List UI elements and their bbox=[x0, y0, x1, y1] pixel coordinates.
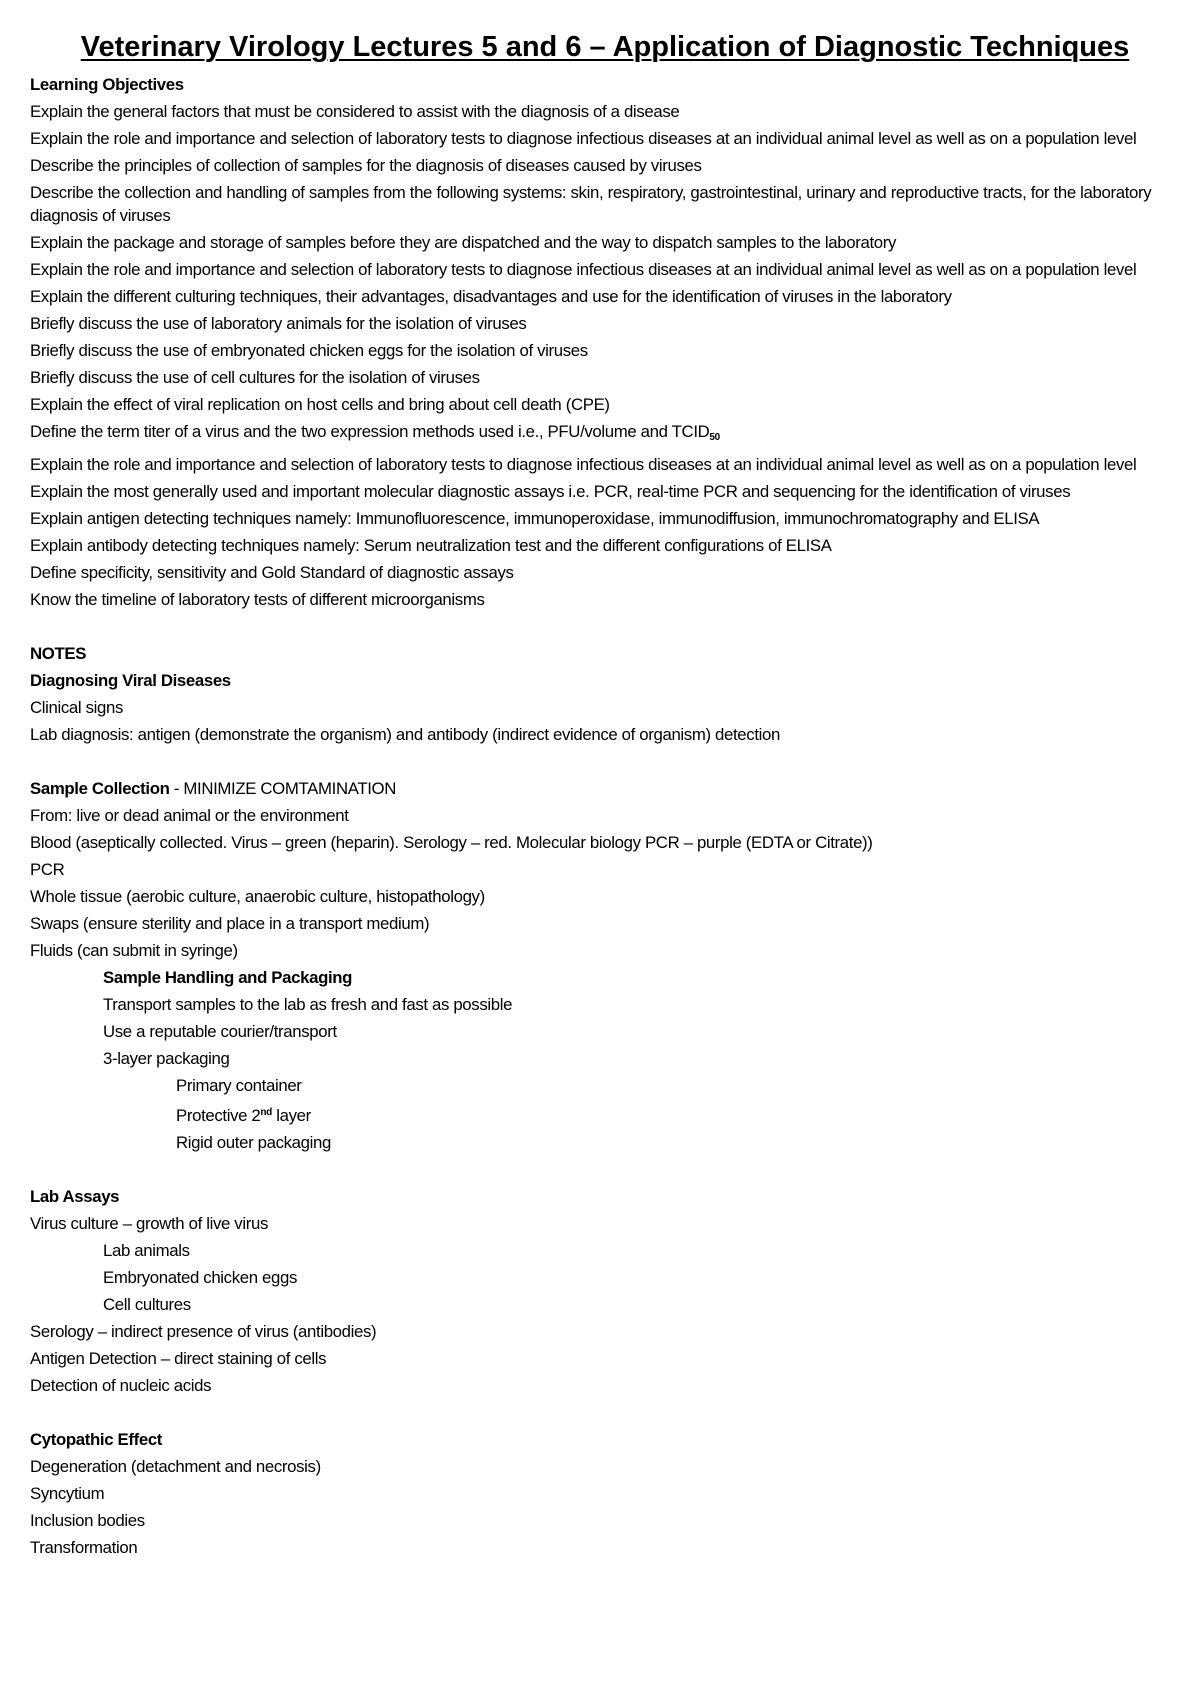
section-spacer bbox=[30, 1399, 1180, 1426]
section-spacer bbox=[30, 1156, 1180, 1183]
objective-item: Explain the effect of viral replication on host cells and bring about cell death (CPE) bbox=[30, 395, 610, 414]
sample-collection-heading: Sample Collection bbox=[30, 779, 170, 798]
sample-collection-item: Fluids (can submit in syringe) bbox=[30, 941, 238, 960]
objective-item: Explain antibody detecting techniques namely: Serum neutralization test and the different configurations of ELISA bbox=[30, 536, 832, 555]
sample-handling-item: 3-layer packaging bbox=[103, 1049, 230, 1068]
cytopathic-effect-item: Inclusion bodies bbox=[30, 1511, 145, 1530]
objective-item: Describe the collection and handling of samples from the following systems: skin, respiratory, gastrointestinal, urinary and reproductive tracts, for the laboratory diagnosis of viruses bbox=[30, 183, 1152, 225]
objective-item-titer-text: Define the term titer of a virus and the two expression methods used i.e., PFU/volume and TCID bbox=[30, 422, 710, 441]
culture-method-item: Lab animals bbox=[103, 1241, 190, 1260]
sample-collection-item: PCR bbox=[30, 860, 65, 879]
ordinal-superscript: nd bbox=[260, 1107, 272, 1118]
objective-item: Explain the role and importance and selection of laboratory tests to diagnose infectious diseases at an individual animal level as well as on a population level bbox=[30, 455, 1137, 474]
objective-item: Describe the principles of collection of samples for the diagnosis of diseases caused by viruses bbox=[30, 156, 702, 175]
sample-collection-title-line bbox=[30, 775, 1180, 802]
learning-objectives-heading: Learning Objectives bbox=[30, 75, 184, 94]
sample-handling-heading: Sample Handling and Packaging bbox=[103, 968, 353, 987]
diagnosing-heading: Diagnosing Viral Diseases bbox=[30, 671, 231, 690]
cytopathic-effect-item: Degeneration (detachment and necrosis) bbox=[30, 1457, 321, 1476]
culture-method-item: Embryonated chicken eggs bbox=[103, 1268, 298, 1287]
sample-collection-item: From: live or dead animal or the environment bbox=[30, 806, 349, 825]
lab-assays-heading: Lab Assays bbox=[30, 1187, 120, 1206]
sample-handling-item: Transport samples to the lab as fresh and fast as possible bbox=[103, 995, 513, 1014]
sample-collection-item: Whole tissue (aerobic culture, anaerobic culture, histopathology) bbox=[30, 887, 485, 906]
objective-item: Explain antigen detecting techniques namely: Immunofluorescence, immunoperoxidase, immunodiffusion, immunochromatography and ELISA bbox=[30, 509, 1040, 528]
cytopathic-effect-heading: Cytopathic Effect bbox=[30, 1430, 163, 1449]
objective-item: Briefly discuss the use of cell cultures for the isolation of viruses bbox=[30, 368, 480, 387]
objective-item-titer bbox=[30, 418, 1180, 451]
protective-layer-prefix: Protective 2 bbox=[176, 1106, 261, 1125]
notes-heading: NOTES bbox=[30, 644, 87, 663]
objective-item: Explain the general factors that must be considered to assist with the diagnosis of a disease bbox=[30, 102, 680, 121]
cytopathic-effect-item: Transformation bbox=[30, 1538, 138, 1557]
lab-assay-item: Serology – indirect presence of virus (antibodies) bbox=[30, 1322, 377, 1341]
protective-layer-suffix: layer bbox=[271, 1106, 311, 1125]
sample-collection-item: Blood (aseptically collected. Virus – green (heparin). Serology – red. Molecular biology PCR – purple (EDTA or Citrate)) bbox=[30, 833, 873, 852]
document-title: Veterinary Virology Lectures 5 and 6 – Application of Diagnostic Techniques bbox=[80, 31, 1130, 63]
section-spacer bbox=[30, 748, 1180, 775]
document-body bbox=[30, 71, 1180, 1561]
sample-handling-item: Use a reputable courier/transport bbox=[103, 1022, 337, 1041]
culture-method-item: Cell cultures bbox=[103, 1295, 191, 1314]
packaging-layer-item: Rigid outer packaging bbox=[176, 1133, 331, 1152]
cytopathic-effect-item: Syncytium bbox=[30, 1484, 105, 1503]
objective-item: Explain the package and storage of samples before they are dispatched and the way to dispatch samples to the laboratory bbox=[30, 233, 897, 252]
virus-culture-item: Virus culture – growth of live virus bbox=[30, 1214, 268, 1233]
diagnosing-item: Lab diagnosis: antigen (demonstrate the organism) and antibody (indirect evidence of organism) detection bbox=[30, 725, 780, 744]
diagnosing-item: Clinical signs bbox=[30, 698, 124, 717]
tcid-subscript: 50 bbox=[709, 432, 720, 443]
section-spacer bbox=[30, 613, 1180, 640]
sample-collection-item: Swaps (ensure sterility and place in a transport medium) bbox=[30, 914, 430, 933]
objective-item: Explain the different culturing techniques, their advantages, disadvantages and use for the identification of viruses in the laboratory bbox=[30, 287, 952, 306]
packaging-layer-item bbox=[30, 1099, 1180, 1129]
objective-item: Briefly discuss the use of embryonated chicken eggs for the isolation of viruses bbox=[30, 341, 588, 360]
sample-collection-suffix: - MINIMIZE COMTAMINATION bbox=[169, 779, 397, 798]
objective-item: Define specificity, sensitivity and Gold Standard of diagnostic assays bbox=[30, 563, 514, 582]
lab-assay-item: Detection of nucleic acids bbox=[30, 1376, 212, 1395]
objective-item: Explain the role and importance and selection of laboratory tests to diagnose infectious diseases at an individual animal level as well as on a population level bbox=[30, 129, 1137, 148]
objective-item: Explain the most generally used and important molecular diagnostic assays i.e. PCR, real-time PCR and sequencing for the identification of viruses bbox=[30, 482, 1071, 501]
objective-item: Explain the role and importance and selection of laboratory tests to diagnose infectious diseases at an individual animal level as well as on a population level bbox=[30, 260, 1137, 279]
objective-item: Know the timeline of laboratory tests of different microorganisms bbox=[30, 590, 485, 609]
objective-item: Briefly discuss the use of laboratory animals for the isolation of viruses bbox=[30, 314, 527, 333]
packaging-layer-item: Primary container bbox=[176, 1076, 302, 1095]
lab-assay-item: Antigen Detection – direct staining of cells bbox=[30, 1349, 327, 1368]
